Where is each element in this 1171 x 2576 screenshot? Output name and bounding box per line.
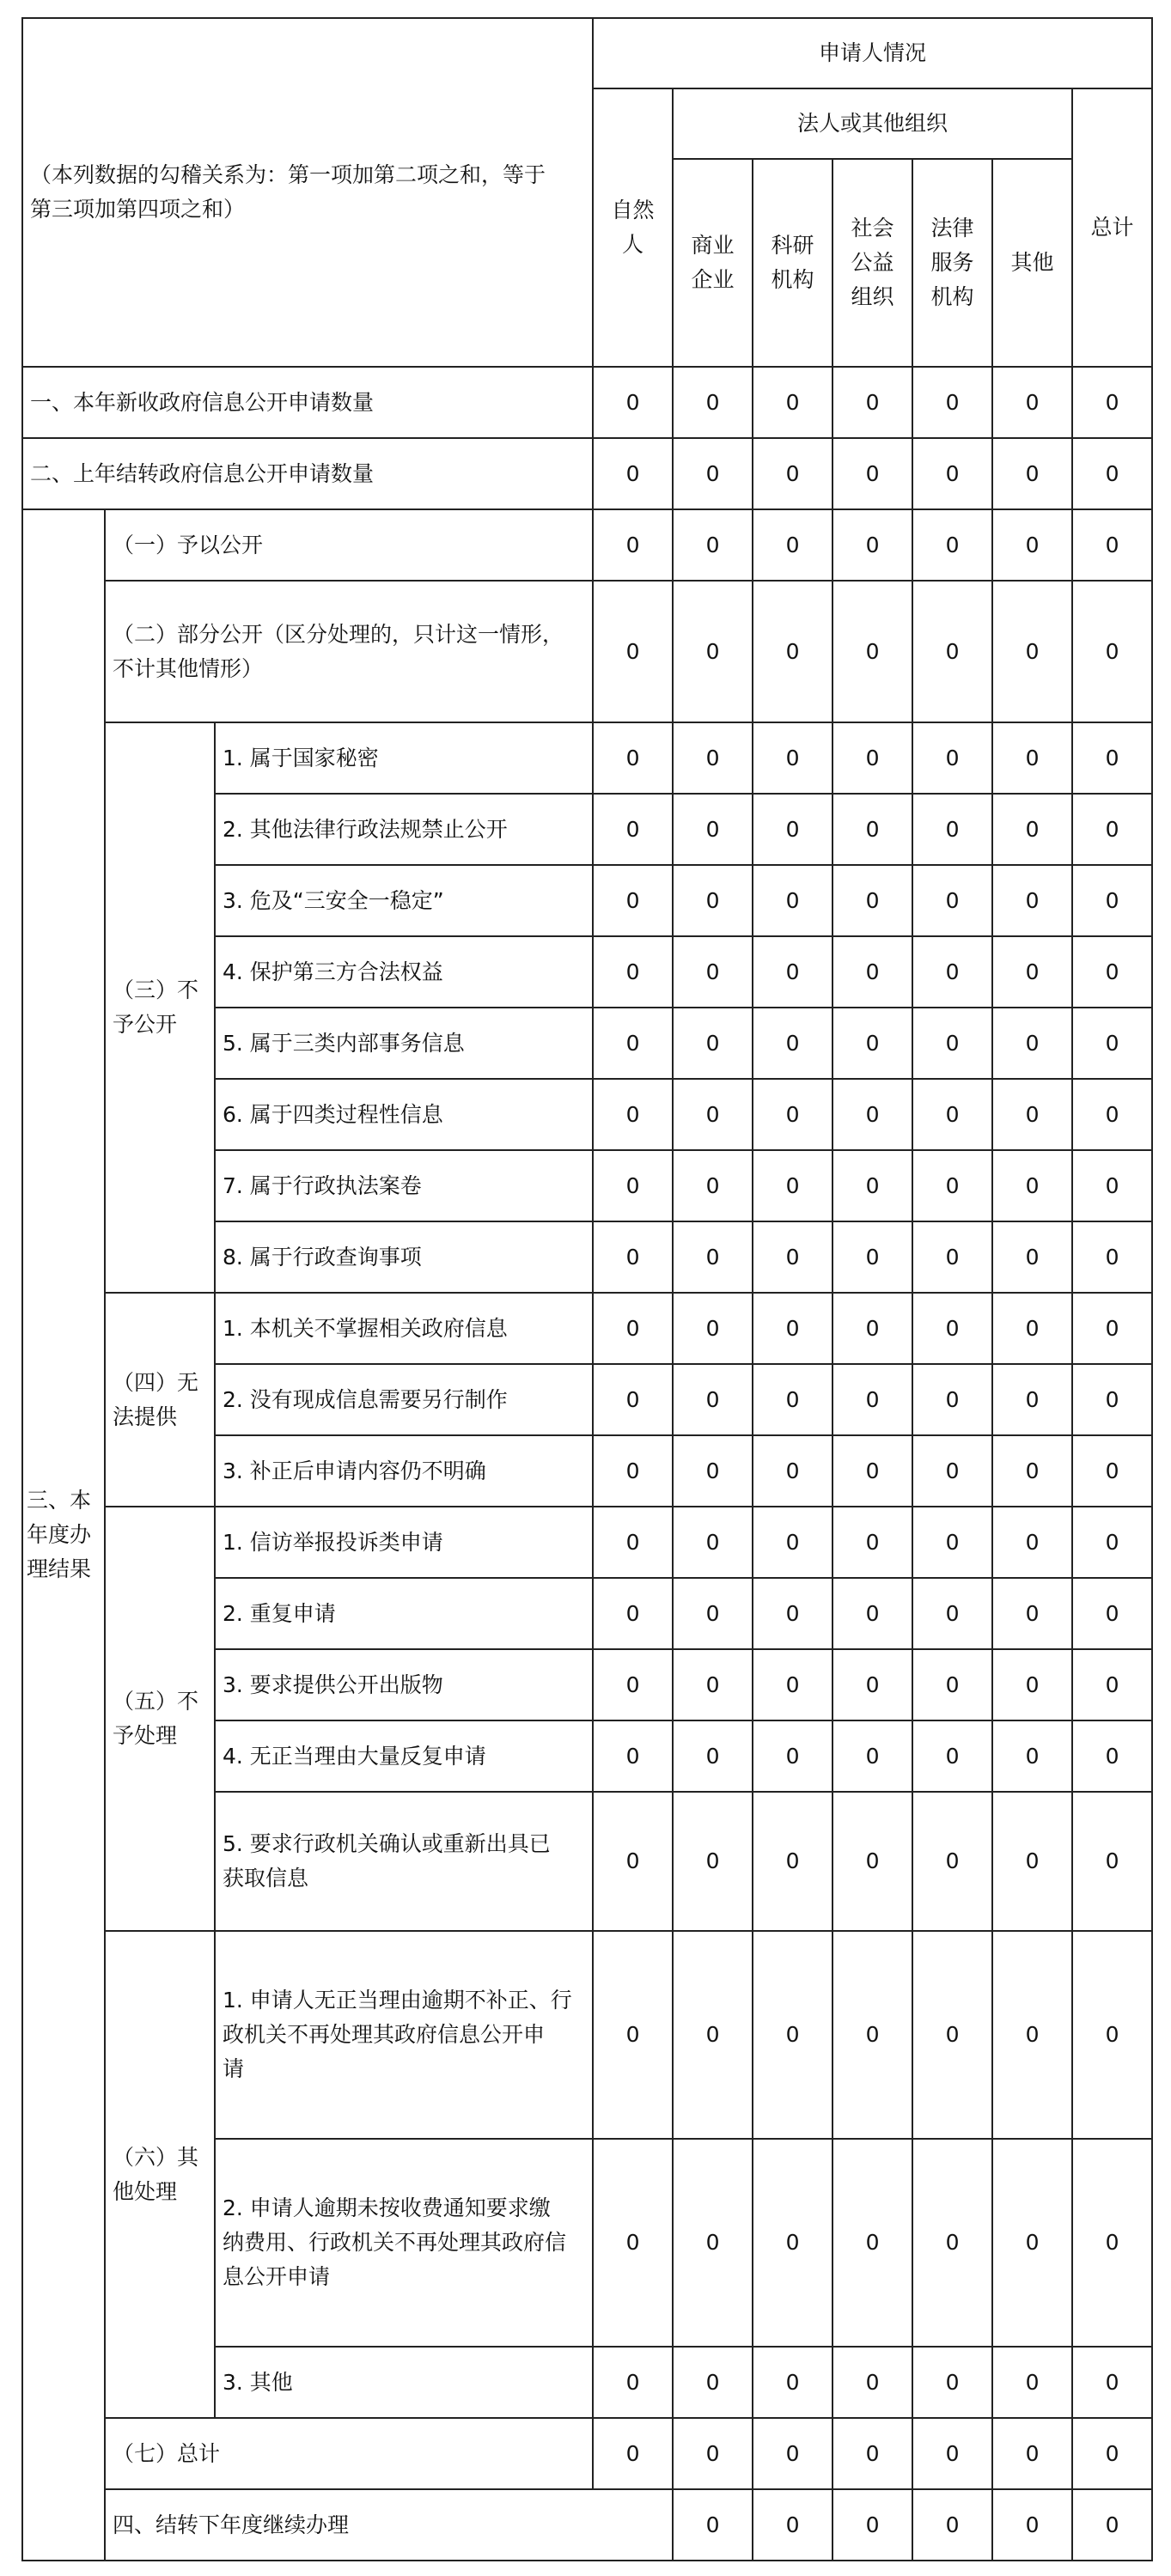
cell-value: 0 — [753, 509, 833, 581]
cell-value: 0 — [1072, 509, 1152, 581]
row-label: 5. 要求行政机关确认或重新出具已 获取信息 — [215, 1792, 593, 1931]
cell-value: 0 — [912, 2418, 992, 2489]
cell-value: 0 — [673, 1578, 753, 1649]
cell-value: 0 — [1072, 581, 1152, 722]
row-label: 7. 属于行政执法案卷 — [215, 1150, 593, 1221]
cell-value: 0 — [833, 2489, 912, 2561]
cell-value: 0 — [992, 722, 1072, 794]
cell-value: 0 — [593, 581, 673, 722]
cell-value: 0 — [833, 2418, 912, 2489]
cell-value: 0 — [833, 367, 912, 438]
table-row — [22, 1931, 1152, 2139]
cell-value: 0 — [1072, 1649, 1152, 1720]
other-org-header: 其他 — [992, 159, 1072, 367]
cell-value: 0 — [833, 438, 912, 509]
cell-value: 0 — [593, 1435, 673, 1507]
cell-value: 0 — [753, 1792, 833, 1931]
cell-value: 0 — [833, 865, 912, 936]
cell-value: 0 — [992, 438, 1072, 509]
cell-value: 0 — [753, 2347, 833, 2418]
cell-value: 0 — [593, 2139, 673, 2347]
cell-value: 0 — [992, 1293, 1072, 1364]
cell-value: 0 — [992, 1649, 1072, 1720]
cell-value: 0 — [992, 509, 1072, 581]
cell-value: 0 — [753, 2418, 833, 2489]
table-row-disclosed — [22, 509, 1152, 581]
cell-value: 0 — [753, 1293, 833, 1364]
corner-note-line1: （本列数据的勾稽关系为：第一项加第二项之和，等于 — [30, 162, 546, 187]
row-label: 1. 属于国家秘密 — [215, 722, 593, 794]
cell-value: 0 — [1072, 794, 1152, 865]
row-label: 2. 其他法律行政法规禁止公开 — [215, 794, 593, 865]
corner-note-line2: 第三项加第四项之和） — [30, 197, 246, 222]
row-label: （一）予以公开 — [105, 509, 593, 581]
cell-value: 0 — [912, 722, 992, 794]
legal-or-other-header: 法人或其他组织 — [673, 88, 1072, 159]
cell-value: 0 — [1072, 1079, 1152, 1150]
cell-value: 0 — [912, 1293, 992, 1364]
cell-value: 0 — [833, 1435, 912, 1507]
cell-value: 0 — [912, 1008, 992, 1079]
cell-value: 0 — [1072, 1008, 1152, 1079]
cell-value: 0 — [593, 1720, 673, 1792]
cell-value: 0 — [673, 1364, 753, 1435]
cell-value: 0 — [593, 1008, 673, 1079]
cell-value: 0 — [673, 2489, 753, 2561]
cell-value: 0 — [992, 865, 1072, 936]
cell-value: 0 — [1072, 936, 1152, 1008]
cell-value: 0 — [833, 1792, 912, 1931]
group-6-label: （六）其 他处理 — [105, 1931, 215, 2418]
cell-value: 0 — [753, 1150, 833, 1221]
cell-value: 0 — [912, 509, 992, 581]
cell-value: 0 — [1072, 722, 1152, 794]
cell-value: 0 — [673, 2139, 753, 2347]
cell-value: 0 — [833, 1293, 912, 1364]
cell-value: 0 — [833, 1364, 912, 1435]
row-label: 四、结转下年度继续办理 — [105, 2489, 673, 2561]
cell-value: 0 — [673, 936, 753, 1008]
cell-value: 0 — [753, 2139, 833, 2347]
cell-value: 0 — [912, 865, 992, 936]
table-row-partially-disclosed — [22, 581, 1152, 722]
natural-person-header: 自然 人 — [593, 88, 673, 367]
cell-value: 0 — [992, 2139, 1072, 2347]
cell-value: 0 — [593, 1792, 673, 1931]
cell-value: 0 — [912, 1649, 992, 1720]
cell-value: 0 — [992, 1221, 1072, 1293]
cell-value: 0 — [753, 722, 833, 794]
cell-value: 0 — [992, 1931, 1072, 2139]
cell-value: 0 — [673, 1079, 753, 1150]
cell-value: 0 — [593, 1649, 673, 1720]
cell-value: 0 — [992, 1578, 1072, 1649]
cell-value: 0 — [753, 865, 833, 936]
cell-value: 0 — [593, 1150, 673, 1221]
table-row — [22, 722, 1152, 794]
cell-value: 0 — [833, 1150, 912, 1221]
cell-value: 0 — [992, 2489, 1072, 2561]
row-label: （二）部分公开（区分处理的，只计这一情形， 不计其他情形） — [105, 581, 593, 722]
cell-value: 0 — [593, 865, 673, 936]
row-label: （七）总计 — [105, 2418, 593, 2489]
cell-value: 0 — [673, 1221, 753, 1293]
table-row-new-requests — [22, 367, 1152, 438]
cell-value: 0 — [753, 1931, 833, 2139]
table-row — [22, 1507, 1152, 1578]
table-row-carried-over — [22, 438, 1152, 509]
cell-value: 0 — [593, 1364, 673, 1435]
cell-value: 0 — [912, 936, 992, 1008]
corner-note — [22, 18, 593, 367]
cell-value: 0 — [753, 1720, 833, 1792]
cell-value: 0 — [833, 509, 912, 581]
cell-value: 0 — [1072, 1364, 1152, 1435]
cell-value: 0 — [1072, 367, 1152, 438]
cell-value: 0 — [753, 367, 833, 438]
row-label: 2. 申请人逾期未按收费通知要求缴 纳费用、行政机关不再处理其政府信 息公开申请 — [215, 2139, 593, 2347]
table-row — [22, 1293, 1152, 1364]
cell-value: 0 — [912, 1578, 992, 1649]
row-label: 3. 其他 — [215, 2347, 593, 2418]
cell-value: 0 — [673, 2418, 753, 2489]
cell-value: 0 — [912, 438, 992, 509]
cell-value: 0 — [992, 1720, 1072, 1792]
cell-value: 0 — [673, 1507, 753, 1578]
cell-value: 0 — [1072, 1507, 1152, 1578]
cell-value: 0 — [593, 2347, 673, 2418]
cell-value: 0 — [912, 2489, 992, 2561]
cell-value: 0 — [753, 1079, 833, 1150]
cell-value: 0 — [912, 1435, 992, 1507]
cell-value: 0 — [833, 1221, 912, 1293]
cell-value: 0 — [673, 581, 753, 722]
cell-value: 0 — [753, 1507, 833, 1578]
row-label: 5. 属于三类内部事务信息 — [215, 1008, 593, 1079]
cell-value: 0 — [833, 1649, 912, 1720]
cell-value: 0 — [912, 1792, 992, 1931]
row-label: 2. 重复申请 — [215, 1578, 593, 1649]
cell-value: 0 — [673, 509, 753, 581]
cell-value: 0 — [673, 2347, 753, 2418]
total-header: 总计 — [1072, 88, 1152, 367]
cell-value: 0 — [992, 1364, 1072, 1435]
cell-value: 0 — [992, 367, 1072, 438]
cell-value: 0 — [992, 581, 1072, 722]
cell-value: 0 — [673, 794, 753, 865]
cell-value: 0 — [833, 1931, 912, 2139]
cell-value: 0 — [1072, 1792, 1152, 1931]
cell-value: 0 — [593, 1079, 673, 1150]
cell-value: 0 — [673, 1931, 753, 2139]
cell-value: 0 — [833, 1507, 912, 1578]
cell-value: 0 — [912, 1221, 992, 1293]
cell-value: 0 — [912, 1931, 992, 2139]
cell-value: 0 — [912, 1507, 992, 1578]
cell-value: 0 — [992, 1079, 1072, 1150]
cell-value: 0 — [833, 722, 912, 794]
cell-value: 0 — [753, 1578, 833, 1649]
cell-value: 0 — [753, 1364, 833, 1435]
header-row-1 — [22, 18, 1152, 88]
cell-value: 0 — [912, 367, 992, 438]
legal-service-org-header: 法律 服务 机构 — [912, 159, 992, 367]
cell-value: 0 — [992, 1435, 1072, 1507]
cell-value: 0 — [1072, 2139, 1152, 2347]
cell-value: 0 — [912, 1150, 992, 1221]
social-welfare-org-header: 社会 公益 组织 — [833, 159, 912, 367]
cell-value: 0 — [833, 794, 912, 865]
cell-value: 0 — [673, 1293, 753, 1364]
cell-value: 0 — [1072, 2347, 1152, 2418]
row-label: 6. 属于四类过程性信息 — [215, 1079, 593, 1150]
cell-value: 0 — [753, 1435, 833, 1507]
cell-value: 0 — [593, 1578, 673, 1649]
cell-value: 0 — [753, 1221, 833, 1293]
cell-value: 0 — [992, 1150, 1072, 1221]
cell-value: 0 — [1072, 865, 1152, 936]
cell-value: 0 — [593, 794, 673, 865]
row-label: 1. 信访举报投诉类申请 — [215, 1507, 593, 1578]
cell-value: 0 — [593, 438, 673, 509]
cell-value: 0 — [912, 1364, 992, 1435]
cell-value: 0 — [1072, 1293, 1152, 1364]
cell-value: 0 — [992, 1008, 1072, 1079]
statistics-table — [21, 17, 1153, 2561]
row-label: 1. 本机关不掌握相关政府信息 — [215, 1293, 593, 1364]
cell-value: 0 — [673, 1720, 753, 1792]
cell-value: 0 — [1072, 438, 1152, 509]
cell-value: 0 — [833, 936, 912, 1008]
row-label: 二、上年结转政府信息公开申请数量 — [22, 438, 593, 509]
cell-value: 0 — [673, 722, 753, 794]
cell-value: 0 — [1072, 1150, 1152, 1221]
cell-value: 0 — [673, 367, 753, 438]
cell-value: 0 — [593, 936, 673, 1008]
cell-value: 0 — [593, 509, 673, 581]
cell-value: 0 — [1072, 1578, 1152, 1649]
cell-value: 0 — [992, 2347, 1072, 2418]
cell-value: 0 — [1072, 1435, 1152, 1507]
cell-value: 0 — [912, 2347, 992, 2418]
cell-value: 0 — [912, 581, 992, 722]
cell-value: 0 — [992, 2418, 1072, 2489]
research-institution-header: 科研 机构 — [753, 159, 833, 367]
row-label: 2. 没有现成信息需要另行制作 — [215, 1364, 593, 1435]
applicant-situation-header: 申请人情况 — [593, 18, 1152, 88]
cell-value: 0 — [912, 1079, 992, 1150]
cell-value: 0 — [593, 722, 673, 794]
table-row-carried-forward — [22, 2489, 1152, 2561]
cell-value: 0 — [593, 367, 673, 438]
row-label: 4. 保护第三方合法权益 — [215, 936, 593, 1008]
cell-value: 0 — [912, 1720, 992, 1792]
cell-value: 0 — [992, 1792, 1072, 1931]
row-label: 4. 无正当理由大量反复申请 — [215, 1720, 593, 1792]
cell-value: 0 — [673, 1150, 753, 1221]
cell-value: 0 — [673, 438, 753, 509]
row-label: 3. 危及“三安全一稳定” — [215, 865, 593, 936]
disclosure-statistics-sheet — [21, 17, 1151, 2561]
cell-value: 0 — [833, 581, 912, 722]
cell-value: 0 — [753, 936, 833, 1008]
cell-value: 0 — [912, 2139, 992, 2347]
cell-value: 0 — [673, 1008, 753, 1079]
cell-value: 0 — [593, 1931, 673, 2139]
row-label: 1. 申请人无正当理由逾期不补正、行 政机关不再处理其政府信息公开申 请 — [215, 1931, 593, 2139]
cell-value: 0 — [833, 1720, 912, 1792]
commercial-enterprise-header: 商业 企业 — [673, 159, 753, 367]
cell-value: 0 — [833, 2347, 912, 2418]
cell-value: 0 — [833, 2139, 912, 2347]
cell-value: 0 — [833, 1008, 912, 1079]
table-row-section-total — [22, 2418, 1152, 2489]
cell-value: 0 — [833, 1578, 912, 1649]
cell-value: 0 — [753, 2489, 833, 2561]
cell-value: 0 — [992, 1507, 1072, 1578]
cell-value: 0 — [753, 1649, 833, 1720]
group-3-label: （三）不 予公开 — [105, 722, 215, 1293]
group-4-label: （四）无 法提供 — [105, 1293, 215, 1507]
cell-value: 0 — [593, 1293, 673, 1364]
cell-value: 0 — [1072, 1720, 1152, 1792]
cell-value: 0 — [673, 1649, 753, 1720]
cell-value: 0 — [1072, 1931, 1152, 2139]
cell-value: 0 — [593, 2418, 673, 2489]
cell-value: 0 — [673, 1435, 753, 1507]
cell-value: 0 — [1072, 1221, 1152, 1293]
cell-value: 0 — [753, 1008, 833, 1079]
cell-value: 0 — [593, 1221, 673, 1293]
section-3-label: 三、本 年度办 理结果 — [22, 509, 105, 2561]
cell-value: 0 — [673, 1792, 753, 1931]
cell-value: 0 — [673, 865, 753, 936]
row-label: 3. 补正后申请内容仍不明确 — [215, 1435, 593, 1507]
cell-value: 0 — [753, 438, 833, 509]
cell-value: 0 — [753, 794, 833, 865]
cell-value: 0 — [753, 581, 833, 722]
cell-value: 0 — [833, 1079, 912, 1150]
cell-value: 0 — [1072, 2489, 1152, 2561]
cell-value: 0 — [1072, 2418, 1152, 2489]
cell-value: 0 — [593, 1507, 673, 1578]
cell-value: 0 — [992, 936, 1072, 1008]
row-label: 3. 要求提供公开出版物 — [215, 1649, 593, 1720]
row-label: 8. 属于行政查询事项 — [215, 1221, 593, 1293]
group-5-label: （五）不 予处理 — [105, 1507, 215, 1931]
cell-value: 0 — [992, 794, 1072, 865]
cell-value: 0 — [912, 794, 992, 865]
row-label: 一、本年新收政府信息公开申请数量 — [22, 367, 593, 438]
